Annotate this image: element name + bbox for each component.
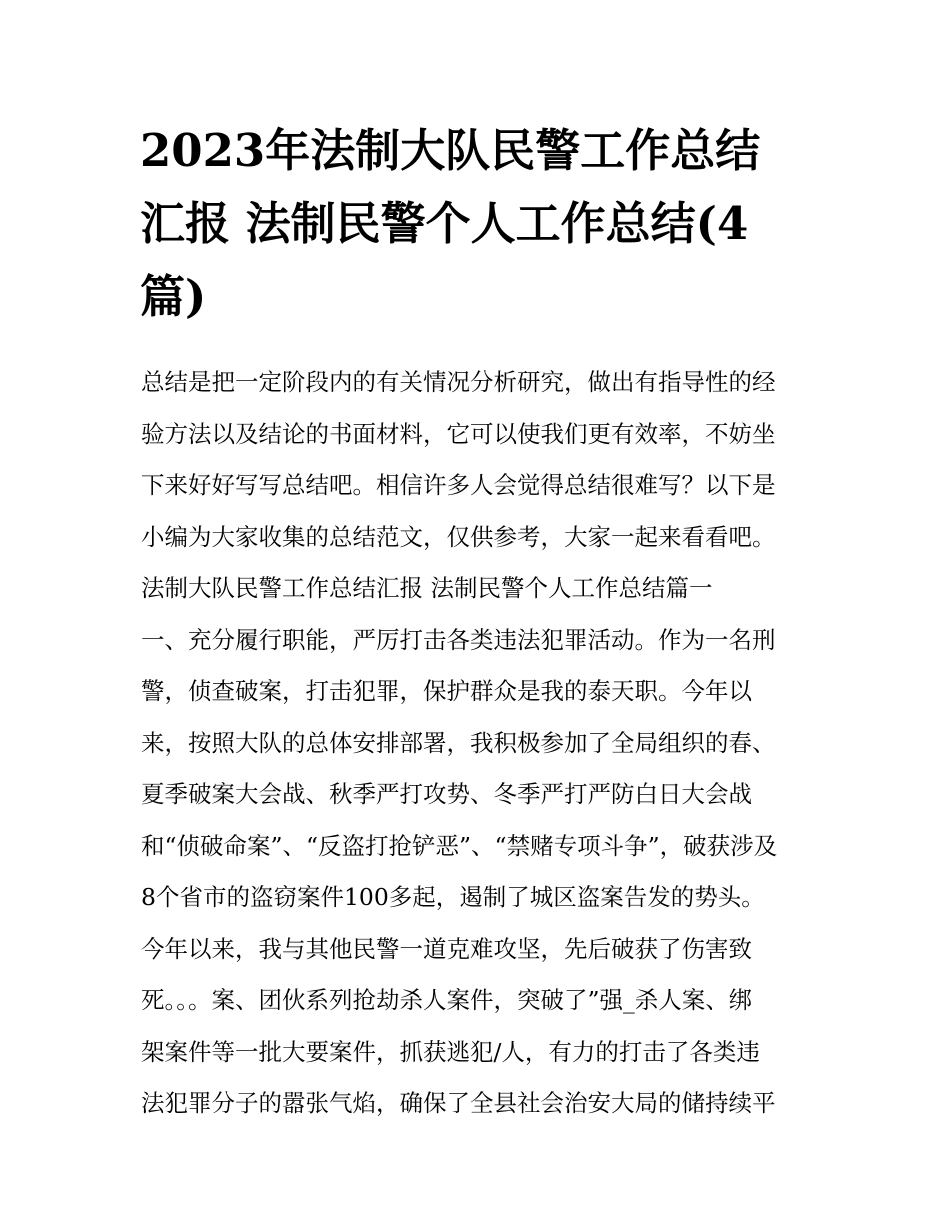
body-line-7: 警，侦查破案，打击犯罪，保护群众是我的泰天职。今年以 xyxy=(141,677,752,705)
section-heading: 法制大队民警工作总结汇报 法制民警个人工作总结篇一 xyxy=(141,574,713,602)
body-line-2: 验方法以及结论的书面材料，它可以使我们更有效率，不妨坐 xyxy=(141,419,776,448)
document-body xyxy=(141,357,831,1130)
body-line-10: 和“侦破命案”、“反盗打抢铲恶”、“禁赌专项斗争”，破获涉及 xyxy=(141,831,778,860)
body-line-15: 法犯罪分子的嚣张气焰，确保了全县社会治安大局的储持续平 xyxy=(141,1089,776,1117)
body-line-11: 8个省市的盗窃案件100多起，遏制了城区盗案告发的势头。 xyxy=(141,883,765,911)
title-line-3: 篇) xyxy=(140,270,207,323)
body-line-9: 夏季破案大会战、秋季严打攻势、冬季严打严防白日大会战 xyxy=(141,780,752,808)
title-line-1: 2023年法制大队民警工作总结 xyxy=(140,124,761,177)
body-line-6: 一、充分履行职能，严厉打击各类违法犯罪活动。作为一名刑 xyxy=(141,625,776,654)
title-line-2: 汇报 法制民警个人工作总结(4 xyxy=(140,197,749,250)
document-title xyxy=(140,114,820,333)
body-line-12: 今年以来，我与其他民警一道克难攻坚，先后破获了伤害致 xyxy=(141,934,752,963)
body-line-13: 死。。。案、团伙系列抢劫杀人案件，突破了”强_杀人案、绑 xyxy=(141,986,753,1014)
body-line-1: 总结是把一定阶段内的有关情况分析研究，做出有指导性的经 xyxy=(141,368,776,396)
body-line-3: 下来好好写写总结吧。相信许多人会觉得总结很难写？以下是 xyxy=(141,471,776,499)
body-line-4: 小编为大家收集的总结范文，仅供参考，大家一起来看看吧。 xyxy=(141,522,776,551)
body-line-14: 架案件等一批大要案件，抓获逃犯/人，有力的打击了各类违 xyxy=(141,1037,760,1066)
body-line-8: 来，按照大队的总体安排部署，我积极参加了全局组织的春、 xyxy=(141,728,776,757)
